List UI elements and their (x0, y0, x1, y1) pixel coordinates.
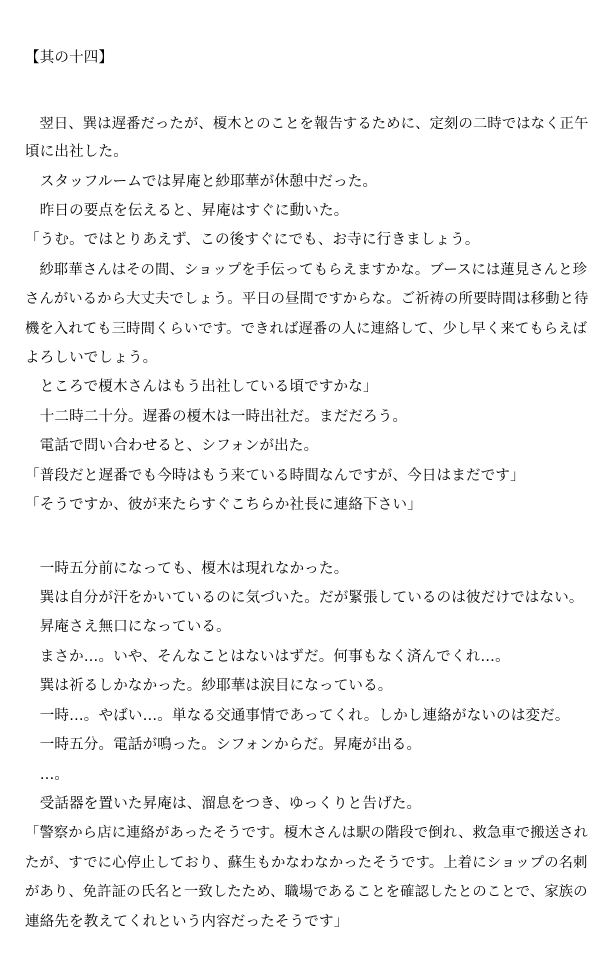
text-line: 「警察から店に連絡があったそうです。榎木さんは駅の階段で倒れ、救急車で搬送され (25, 825, 589, 841)
text-line: があり、免許証の氏名と一致したため、職場であることを確認したとのことで、家族の (25, 884, 588, 900)
text-line: 「うむ。ではとりあえず、この後すぐにでも、お寺に行きましょう。 (25, 232, 480, 248)
chapter-heading: 【其の十四】 (25, 50, 114, 66)
text-line: たが、すでに心停止しており、蘇生もかなわなかったそうです。上着にショップの名刺 (25, 855, 588, 871)
text-line: よろしいでしょう。 (25, 350, 158, 366)
text-line: 紗耶華さんはその間、ショップを手伝ってもらえますかな。ブースには蓮見さんと珍 (25, 262, 588, 278)
text-line: 一時五分。電話が鳴った。シフォンからだ。昇庵が出る。 (25, 737, 422, 753)
text-line: まさか…。いや、そんなことはないはずだ。何事もなく済んでくれ…。 (25, 649, 510, 665)
text-line: さんがいるから大丈夫でしょう。平日の昼間ですからな。ご祈祷の所要時間は移動と待 (25, 291, 589, 307)
text-line: 十二時二十分。遅番の榎木は一時出社だ。まだだろう。 (25, 409, 408, 425)
text-line: 電話で問い合わせると、シフォンが出た。 (25, 438, 319, 454)
text-line: 受話器を置いた昇庵は、溜息をつき、ゆっくりと告げた。 (25, 796, 422, 812)
text-line: 機を入れても三時間くらいです。できれば遅番の人に連絡して、少し早く来てもらえば (25, 321, 588, 337)
text-line: 翌日、巽は遅番だったが、榎木とのことを報告するために、定刻の二時ではなく正午 (25, 116, 589, 132)
text-line: 一時…。やばい…。単なる交通事情であってくれ。しかし連絡がないのは変だ。 (25, 708, 570, 724)
text-line: …。 (25, 767, 70, 783)
text-line: 昇庵さえ無口になっている。 (25, 619, 231, 635)
text-line: スタッフルームでは昇庵と紗耶華が休憩中だった。 (25, 174, 378, 190)
text-line: 「普段だと遅番でも今時はもう来ている時間なんですが、今日はまだです」 (25, 468, 525, 484)
text-line: 昨日の要点を伝えると、昇庵はすぐに動いた。 (25, 203, 349, 219)
text-line: 巽は自分が汗をかいているのに気づいた。だが緊張しているのは彼だけではない。 (25, 590, 584, 606)
text-line: 一時五分前になっても、榎木は現れなかった。 (25, 561, 349, 577)
text-line: ところで榎木さんはもう出社している頃ですかな」 (25, 379, 378, 395)
text-line: 頃に出社した。 (25, 144, 128, 160)
text-line: 「そうですか、彼が来たらすぐこちらか社長に連絡下さい」 (25, 497, 422, 513)
text-line: 連絡先を教えてくれという内容だったそうです」 (25, 914, 349, 930)
text-line: 巽は祈るしかなかった。紗耶華は涙目になっている。 (25, 678, 393, 694)
